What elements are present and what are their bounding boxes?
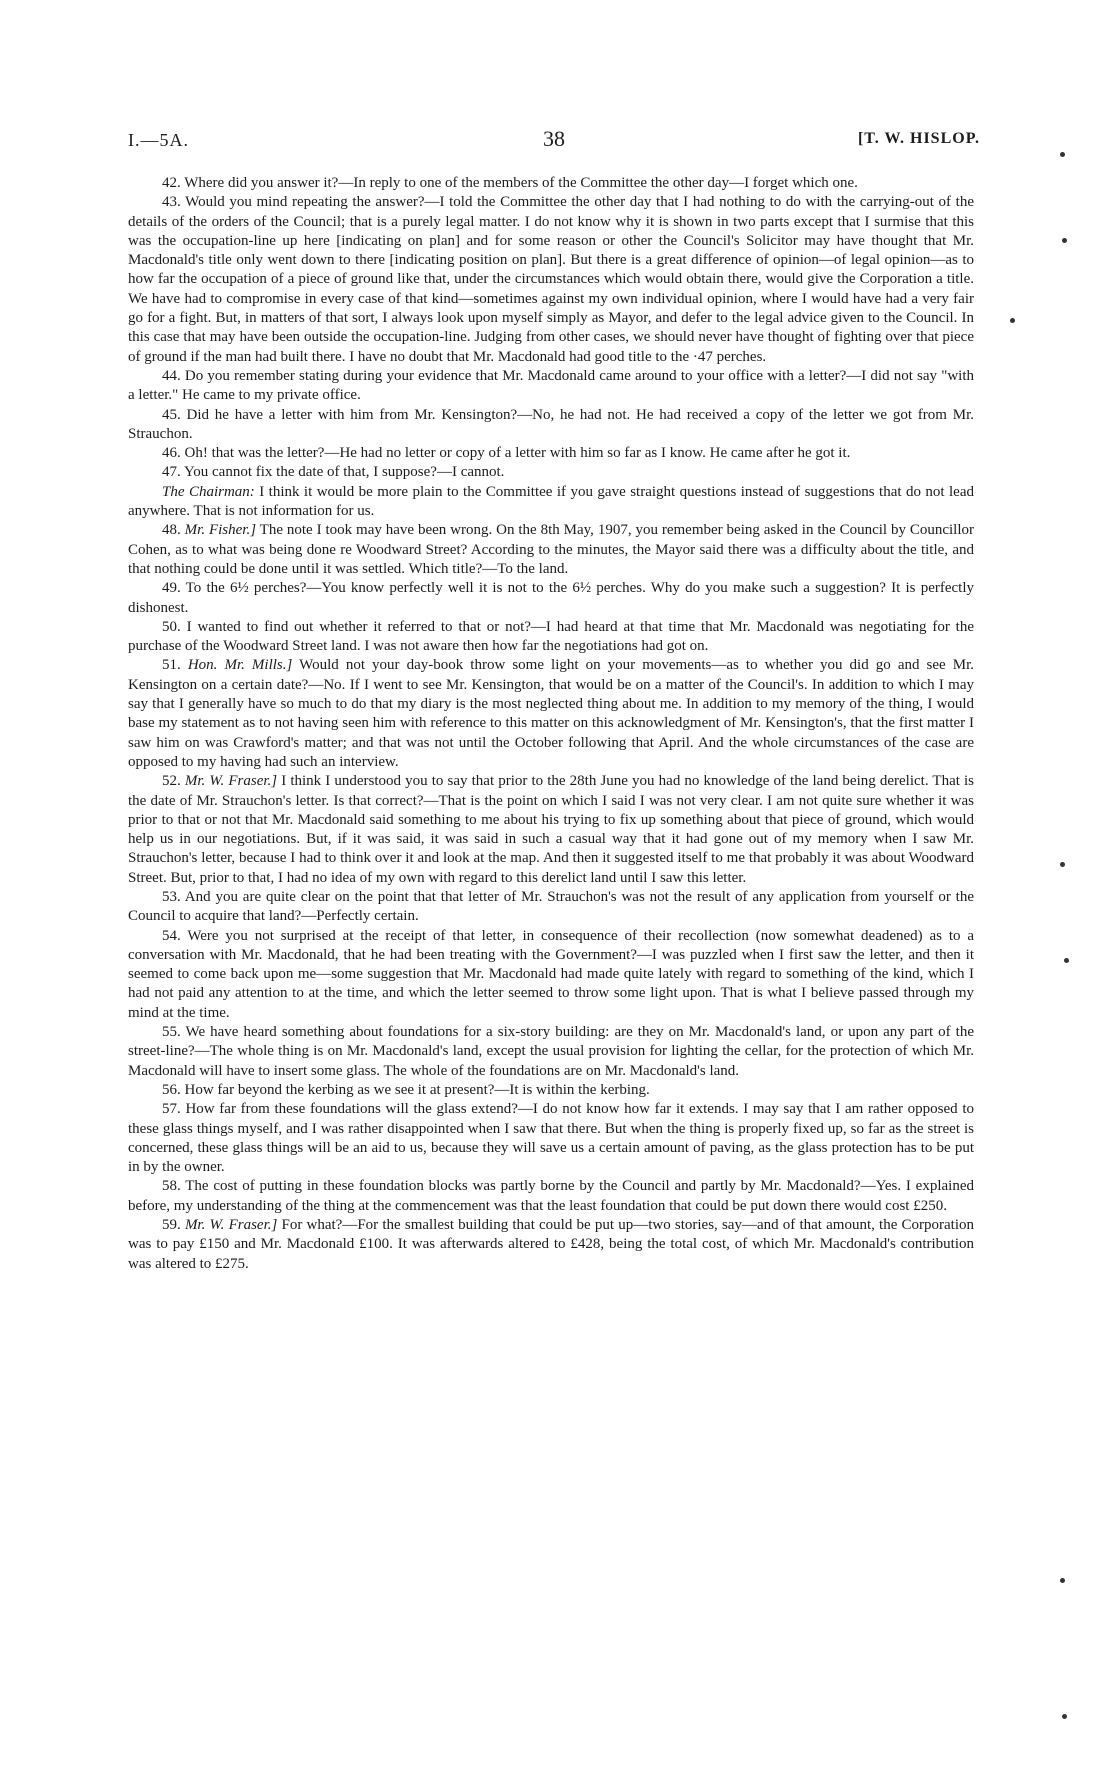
paragraph-text: Would not your day-book throw some light on your movements—as to whether you did go and see Mr. Kensington on a certain date?—No. If I went to see Mr. Kensington, that would be on a matter of the Council's. In addition to which I may say that I generally have so much to do that my diary is the most neglected thing about me. In addition to my memory of the thing, I would base my statement as to not having seen him with reference to this matter on this acknowledgment of Mr. Kensington's, that the first matter I saw him on was Crawford's matter; and that was not until the October following that April. And the whole circumstances of the case are opposed to my having had such an interview. [128, 657, 975, 770]
page-number: 38 [543, 126, 565, 151]
margin-speck [1010, 318, 1015, 323]
paragraph-text: 45. Did he have a letter with him from Mr. Kensington?—No, he had not. He had received a copy of the letter we got from Mr. Strauchon. [128, 406, 974, 442]
speaker-label: Mr. Fisher.] [184, 522, 257, 539]
paragraph [128, 888, 974, 927]
paragraph [128, 174, 974, 193]
paragraph [128, 483, 974, 522]
paragraph-text: 49. To the 6½ perches?—You know perfectly well it is not to the 6½ perches. Why do you make such a suggestion? It is perfectly dishonest. [128, 580, 974, 616]
margin-speck [1062, 238, 1067, 243]
speaker-label: Hon. Mr. Mills.] [187, 657, 293, 674]
question-number: 59. [162, 1217, 185, 1234]
paragraph [128, 463, 974, 482]
paragraph [128, 1177, 974, 1216]
paragraph [128, 1216, 974, 1274]
paragraph [128, 406, 974, 445]
paragraph [128, 193, 974, 367]
speaker-label: Mr. W. Fraser.] [184, 773, 278, 790]
paragraph-text: 57. How far from these foundations will the glass extend?—I do not know how far it extends. I may say that I am rather opposed to these glass things myself, and I was rather disappointed when I saw that there. But when the thing is properly fixed up, so far as the street is concerned, these glass things will be an aid to us, because they will save us a certain amount of paving, as the glass protection has to be put in by the owner. [128, 1101, 974, 1176]
margin-speck [1064, 958, 1069, 963]
paragraph-text: I think I understood you to say that prior to the 28th June you had no knowledge of the land being derelict. That is the date of Mr. Strauchon's letter. Is that correct?—That is the point on which I said I was not very clear. I am not quite sure whether it was prior to that or not that Mr. Macdonald said something to me about his trying to fix up something about that piece of ground, which would help us in our negotiations. But, if it was said, it was said in such a casual way that it had gone out of my memory when I saw Mr. Strauchon's letter, because I had to think over it and look at the map. And then it suggested itself to me that probably it was about Woodward Street. But, prior to that, I had no idea of my own with regard to this derelict land until I saw this letter. [128, 773, 975, 886]
document-body [128, 174, 974, 1274]
question-number: 48. [162, 522, 185, 539]
paragraph [128, 927, 974, 1023]
paragraph [128, 772, 974, 888]
paragraph-text: I think it would be more plain to the Committee if you gave straight questions instead of suggestions that do not lead anywhere. That is not information for us. [128, 483, 974, 520]
paragraph-text: 53. And you are quite clear on the point that that letter of Mr. Strauchon's was not the result of any application from yourself or the Council to acquire that land?—Perfectly certain. [128, 888, 974, 925]
paragraph [128, 444, 974, 463]
paragraph-text: 46. Oh! that was the letter?—He had no letter or copy of a letter with him so far as I know. He came after he got it. [162, 445, 851, 462]
paragraph [128, 1081, 974, 1100]
question-number: 51. [162, 657, 188, 674]
paragraph-text: 43. Would you mind repeating the answer?—I told the Committee the other day that I had nothing to do with the carrying-out of the details of the orders of the Council; that is a purely legal matter. I do not know why it is shown in two parts except that I surmise that this was the occupation-line up here [indicating on plan] and for some reason or other the Council's Solicitor may have thought that Mr. Macdonald's title only went down to there [indicating position on plan]. But there is a great difference of opinion—of legal opinion—as to how far the occupation of a piece of ground like that, under the circumstances which would obtain there, would give the Corporation a title. We have had to compromise in every case of that kind—sometimes against my own individual opinion, where I would have had a very fair go for a fight. But, in matters of that sort, I always look upon myself simply as Mayor, and defer to the legal advice given to the Council. In this case that may have been outside the occupation-line. Judging from other cases, we should never have thought of fighting over that piece of ground if the man had built there. I have no doubt that Mr. Macdonald had good title to the ·47 perches. [128, 194, 974, 365]
question-number: 52. [162, 773, 185, 790]
paragraph-text: For what?—For the smallest building that could be put up—two stories, say—and of that amount, the Corporation was to pay £150 and Mr. Macdonald £100. It was afterwards altered to £428, being the total cost, of which Mr. Macdonald's contribution was altered to £275. [128, 1217, 975, 1272]
paragraph [128, 367, 974, 406]
paragraph [128, 1023, 974, 1081]
page-header [128, 126, 980, 156]
paragraph-text: 47. You cannot fix the date of that, I suppose?—I cannot. [162, 464, 505, 481]
paragraph-text: 55. We have heard something about foundations for a six-story building: are they on Mr. Macdonald's land, or upon any part of the street-line?—The whole thing is on Mr. Macdonald's land, except the usual provision for lighting the cellar, for the protection of which Mr. Macdonald will have to insert some glass. The whole of the foundations are on Mr. Macdonald's land. [128, 1024, 974, 1079]
document-reference: I.—5A. [128, 130, 189, 150]
paragraph [128, 1100, 974, 1177]
paragraph-text: 56. How far beyond the kerbing as we see it at present?—It is within the kerbing. [162, 1081, 650, 1098]
paragraph [128, 618, 974, 657]
speaker-label: Mr. W. Fraser.] [184, 1217, 278, 1234]
paragraph [128, 521, 974, 579]
margin-speck [1060, 862, 1065, 867]
paragraph-text: 42. Where did you answer it?—In reply to one of the members of the Committee the other day—I forget which one. [162, 175, 858, 191]
speaker-label: The Chairman: [162, 483, 255, 500]
paragraph-text: 50. I wanted to find out whether it referred to that or not?—I had heard at that time that Mr. Macdonald was negotiating for the purchase of the Woodward Street land. I was not aware then how far the negotiations had got on. [128, 618, 974, 655]
paragraph-text: 58. The cost of putting in these foundation blocks was partly borne by the Council and partly by Mr. Macdonald?—Yes. I explained before, my understanding of the thing at the commencement was that the least foundation that could be put down there would cost £250. [128, 1178, 974, 1214]
paragraph [128, 656, 974, 772]
margin-speck [1062, 1714, 1067, 1719]
paragraph-text: 54. Were you not surprised at the receipt of that letter, in consequence of their recollection (now somewhat deadened) as to a conversation with Mr. Macdonald, that he had been treating with the Government?—I was puzzled when I first saw the letter, and then it seemed to come back upon me—some suggestion that Mr. Macdonald had made quite lately with regard to something of the kind, which I had not paid any attention to at the time, and which the letter seemed to throw some light upon. That is what I believe passed through my mind at the time. [128, 927, 974, 1021]
paragraph [128, 579, 974, 618]
paragraph-text: 44. Do you remember stating during your evidence that Mr. Macdonald came around to your office with a letter?—I did not say "with a letter." He came to my private office. [128, 367, 974, 404]
paragraph-text: The note I took may have been wrong. On the 8th May, 1907, you remember being asked in the Council by Councillor Cohen, as to what was being done re Woodward Street? According to the minutes, the Mayor said there was a difficulty about the title, and that nothing could be done until it was settled. Which title?—To the land. [128, 522, 975, 577]
margin-speck [1060, 1578, 1065, 1583]
margin-speck [1060, 152, 1065, 157]
witness-name: [T. W. HISLOP. [857, 130, 980, 147]
